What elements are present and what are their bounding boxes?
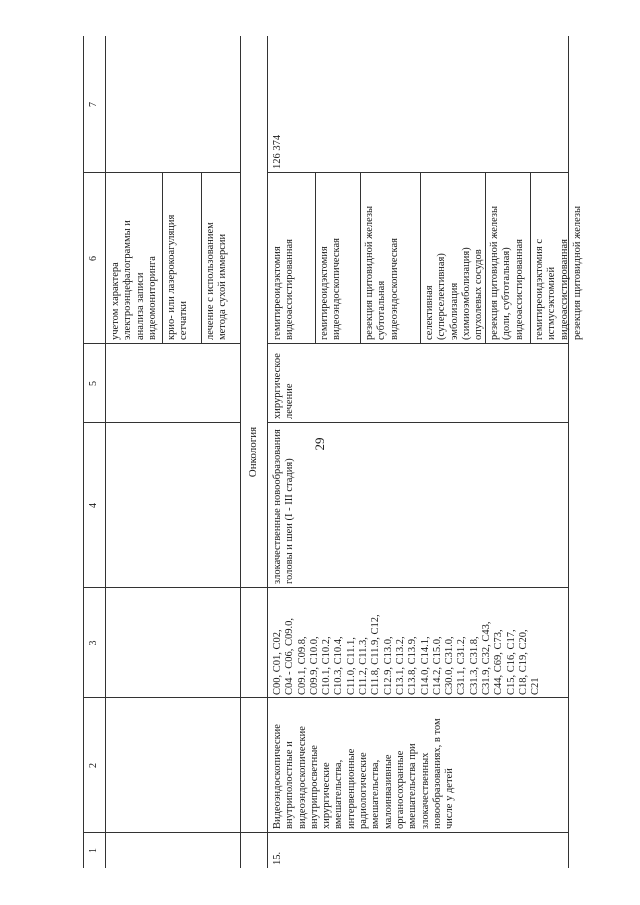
method-text: гемитиреоидэктомия с истмусэктомией видеоассистированная bbox=[534, 238, 570, 340]
treatment-type: хирургическое лечение bbox=[272, 353, 296, 419]
rotated-table-page bbox=[60, 36, 583, 868]
row-number: 15. bbox=[272, 851, 283, 865]
column-number-3: 3 bbox=[88, 640, 99, 646]
cost-value: 126 374 bbox=[272, 134, 283, 169]
prev-method-text: учетом характера электроэнцефалограммы и анализа записи видеомониторинга bbox=[110, 220, 158, 340]
prev-method-text: крио- или лазерокоагуляция сетчатки bbox=[166, 214, 190, 340]
icd-codes: C00, C01, C02, C04 - C06, C09.0, C09.1, C09.8, C09.9, C10.0, C10.1, C10.2, C10.3, C10.4, C11.0, C11.1, C11.2, C11.3, C11.8, C11.9, C12, C12.9, C13.0, C13.1, C13.2, C13.8, C13.9, C14.0, C14.1, C14.2, C15.0, C30.0, C31.0, C31.1, C31.2, C31.3, C31.8, C31.9, C32, C43, C44, C69, C73, C15, C16, C17, C18, C19, C20, C21 bbox=[272, 614, 542, 695]
method-text: резекция щитовидной железы bbox=[572, 205, 583, 340]
column-number-2: 2 bbox=[88, 763, 99, 768]
page-number: 29 bbox=[312, 437, 327, 451]
method-text: резекция щитовидной железы (доли, субтотальная) видеоассистированная bbox=[489, 205, 525, 340]
section-title: Онкология bbox=[247, 426, 259, 478]
method-text: селективная (суперселективная) эмболизация (химиоэмболизация) опухолевых сосудов bbox=[424, 247, 485, 340]
method-text: резекция щитовидной железы субтотальная видеоэндоскопическая bbox=[364, 205, 400, 340]
column-number-7: 7 bbox=[88, 102, 99, 107]
intervention-name: Видеоэндоскопические внутриполостные и видеоэндоскопические внутрипросветные хирургические вмешательства, интервенционные радиологические вмешательства, малоинвазивные органосохранные вмешательства при злокачественных новообразованиях, в том числе у детей bbox=[272, 718, 456, 829]
prev-method-text: лечение с использованием метода сухой иммерсии bbox=[205, 222, 229, 340]
column-number-1: 1 bbox=[88, 848, 99, 853]
column-number-6: 6 bbox=[88, 256, 99, 261]
column-number-4: 4 bbox=[88, 503, 99, 508]
method-text: гемитиреоидэктомия видеоассистированная bbox=[272, 238, 296, 340]
method-text: гемитиреоидэктомия видеоэндоскопическая bbox=[319, 238, 343, 340]
disease-model: злокачественные новообразования головы и шеи (I - III стадия) bbox=[272, 429, 296, 584]
column-number-5: 5 bbox=[88, 381, 99, 386]
